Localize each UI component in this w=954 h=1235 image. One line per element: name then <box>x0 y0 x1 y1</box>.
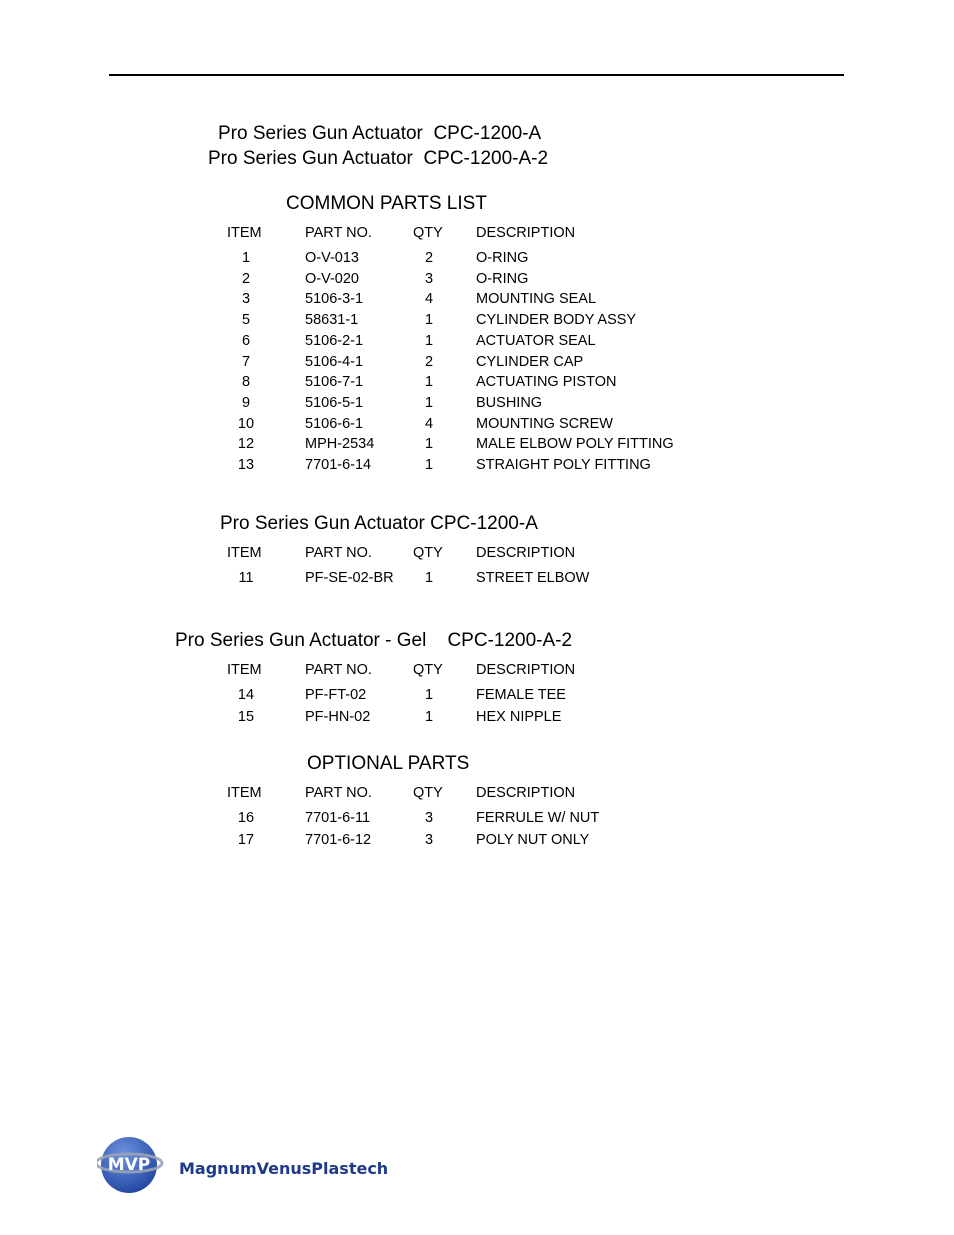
description: FEMALE TEE <box>476 687 566 703</box>
table-row <box>0 393 954 413</box>
quantity: 1 <box>424 394 434 411</box>
column-header-part-no: PART NO. <box>305 545 372 561</box>
header-rule <box>109 74 844 76</box>
document-title-line-2: Pro Series Gun Actuator CPC-1200-A-2 <box>208 148 549 169</box>
column-header-qty: QTY <box>413 225 443 241</box>
description: MALE ELBOW POLY FITTING <box>476 436 674 453</box>
table-row <box>0 414 954 434</box>
table-row <box>0 707 954 727</box>
part-number: 5106-5-1 <box>305 394 364 411</box>
item-number: 11 <box>238 570 254 586</box>
item-number: 17 <box>237 832 255 848</box>
column-header-item: ITEM <box>227 545 262 561</box>
part-number: PF-FT-02 <box>305 687 367 703</box>
description: MOUNTING SCREW <box>476 415 613 432</box>
part-number: PF-SE-02-BR <box>305 570 394 586</box>
item-number: 2 <box>241 270 251 287</box>
part-number: 7701-6-14 <box>305 457 372 473</box>
quantity: 1 <box>424 436 434 453</box>
quantity: 4 <box>424 415 434 432</box>
description: CYLINDER BODY ASSY <box>476 312 637 329</box>
column-header-description: DESCRIPTION <box>476 662 576 678</box>
description: O-RING <box>476 250 529 266</box>
quantity: 1 <box>424 332 434 349</box>
cpc-1200-a-heading: Pro Series Gun Actuator CPC-1200-A <box>220 513 538 534</box>
table-row <box>0 269 954 289</box>
description: ACTUATING PISTON <box>476 374 617 391</box>
quantity: 2 <box>424 250 434 266</box>
quantity: 1 <box>424 457 434 473</box>
common-parts-heading: COMMON PARTS LIST <box>286 193 487 214</box>
table-row <box>0 248 954 268</box>
item-number: 7 <box>241 353 251 370</box>
column-header-qty: QTY <box>413 785 443 801</box>
description: CYLINDER CAP <box>476 353 584 370</box>
description: POLY NUT ONLY <box>476 832 590 848</box>
description: ACTUATOR SEAL <box>476 332 596 349</box>
column-header-description: DESCRIPTION <box>476 225 576 241</box>
table-row <box>0 289 954 309</box>
part-number: 5106-6-1 <box>305 415 364 432</box>
logo-mark-text: MVP <box>107 1155 151 1175</box>
column-header-item: ITEM <box>227 785 262 801</box>
part-number: O-V-013 <box>305 250 359 266</box>
table-row <box>0 455 954 475</box>
table-row <box>0 310 954 330</box>
logo-wordmark-text: MagnumVenusPlastech <box>179 1159 387 1178</box>
column-header-description: DESCRIPTION <box>476 545 576 561</box>
item-number: 1 <box>241 250 251 266</box>
part-number: PF-HN-02 <box>305 709 371 725</box>
table-row <box>0 568 954 588</box>
column-header-part-no: PART NO. <box>305 662 372 678</box>
part-number: MPH-2534 <box>305 436 375 453</box>
item-number: 6 <box>241 332 251 349</box>
column-header-qty: QTY <box>413 545 443 561</box>
table-row <box>0 331 954 351</box>
table-row <box>0 808 954 828</box>
column-header-qty: QTY <box>413 662 443 678</box>
part-number: 5106-3-1 <box>305 291 364 308</box>
column-header-part-no: PART NO. <box>305 785 372 801</box>
column-header-part-no: PART NO. <box>305 225 372 241</box>
part-number: 58631-1 <box>305 312 359 329</box>
quantity: 4 <box>424 291 434 308</box>
item-number: 9 <box>241 394 251 411</box>
part-number: 7701-6-12 <box>305 832 372 848</box>
quantity: 2 <box>424 353 434 370</box>
column-header-description: DESCRIPTION <box>476 785 576 801</box>
description: FERRULE W/ NUT <box>476 810 600 826</box>
description: BUSHING <box>476 394 543 411</box>
part-number: 5106-7-1 <box>305 374 364 391</box>
item-number: 5 <box>241 312 251 329</box>
quantity: 3 <box>424 832 434 848</box>
description: STRAIGHT POLY FITTING <box>476 457 651 473</box>
table-row <box>0 830 954 850</box>
item-number: 3 <box>241 291 251 308</box>
description: MOUNTING SEAL <box>476 291 597 308</box>
description: HEX NIPPLE <box>476 709 562 725</box>
quantity: 1 <box>424 312 434 329</box>
description: STREET ELBOW <box>476 570 590 586</box>
item-number: 14 <box>237 687 255 703</box>
part-number: 5106-4-1 <box>305 353 364 370</box>
item-number: 16 <box>237 810 255 826</box>
part-number: 7701-6-11 <box>305 810 371 826</box>
table-row <box>0 685 954 705</box>
quantity: 1 <box>424 374 434 391</box>
document-title-line-1: Pro Series Gun Actuator CPC-1200-A <box>218 123 542 144</box>
cpc-1200-a-2-heading: Pro Series Gun Actuator - Gel CPC-1200-A-2 <box>175 630 573 651</box>
part-number: O-V-020 <box>305 270 359 287</box>
table-row <box>0 372 954 392</box>
table-row <box>0 434 954 454</box>
item-number: 15 <box>237 709 255 725</box>
column-header-item: ITEM <box>227 662 262 678</box>
quantity: 1 <box>424 570 434 586</box>
quantity: 1 <box>424 709 434 725</box>
item-number: 12 <box>237 436 255 453</box>
description: O-RING <box>476 270 529 287</box>
quantity: 3 <box>424 270 434 287</box>
optional-parts-heading: OPTIONAL PARTS <box>307 753 470 774</box>
table-row <box>0 352 954 372</box>
column-header-item: ITEM <box>227 225 262 241</box>
item-number: 8 <box>241 374 251 391</box>
company-logo-graphic <box>97 1133 387 1197</box>
part-number: 5106-2-1 <box>305 332 364 349</box>
quantity: 1 <box>424 687 434 703</box>
company-logo <box>97 1133 387 1197</box>
item-number: 13 <box>237 457 255 473</box>
quantity: 3 <box>424 810 434 826</box>
item-number: 10 <box>237 415 255 432</box>
